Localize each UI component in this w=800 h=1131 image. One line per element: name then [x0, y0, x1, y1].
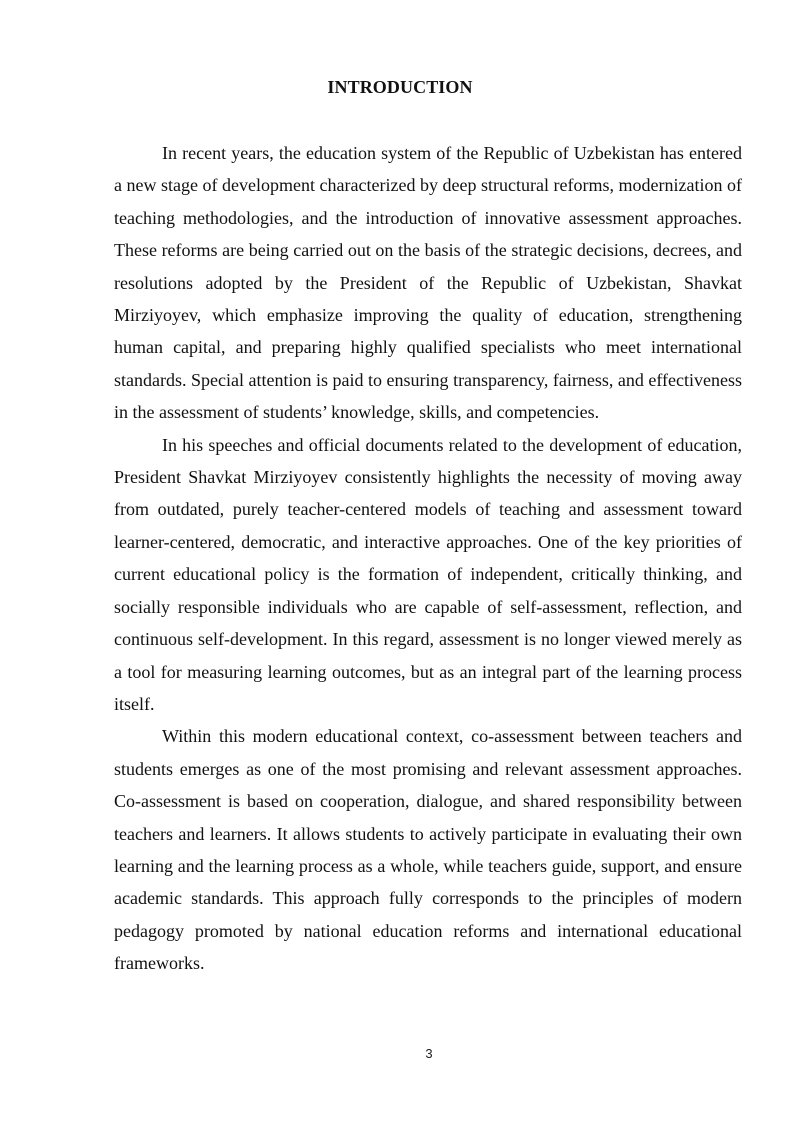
page-title: INTRODUCTION [327, 77, 473, 97]
body-text [114, 137, 742, 980]
paragraph-2: In his speeches and official documents related to the development of education, President Shavkat Mirziyoyev consistently highlights the necessity of moving away from outdated, purely teacher-centered models of teaching and assessment toward learner-centered, democratic, and interactive approaches. One of the key priorities of current educational policy is the formation of independent, critically thinking, and socially responsible individuals who are capable of self-assessment, reflection, and continuous self-development. In this regard, assessment is no longer viewed merely as a tool for measuring learning outcomes, but as an integral part of the learning process itself. [114, 434, 742, 714]
page-number: 3 [425, 1046, 433, 1061]
paragraph-1: In recent years, the education system of the Republic of Uzbekistan has entered a new stage of development characterized by deep structural reforms, modernization of teaching methodologies, and the introduction of innovative assessment approaches. These reforms are being carried out on the basis of the strategic decisions, decrees, and resolutions adopted by the President of the Republic of Uzbekistan, Shavkat Mirziyoyev, which emphasize improving the quality of education, strengthening human capital, and preparing highly qualified specialists who meet international standards. Special attention is paid to ensuring transparency, fairness, and effectiveness in the assessment of students’ knowledge, skills, and competencies. [114, 143, 742, 423]
paragraph-3: Within this modern educational context, co-assessment between teachers and students emerges as one of the most promising and relevant assessment approaches. Co-assessment is based on cooperation, dialogue, and shared responsibility between teachers and learners. It allows students to actively participate in evaluating their own learning and the learning process as a whole, while teachers guide, support, and ensure academic standards. This approach fully corresponds to the principles of modern pedagogy promoted by national education reforms and international educational frameworks. [114, 726, 742, 974]
